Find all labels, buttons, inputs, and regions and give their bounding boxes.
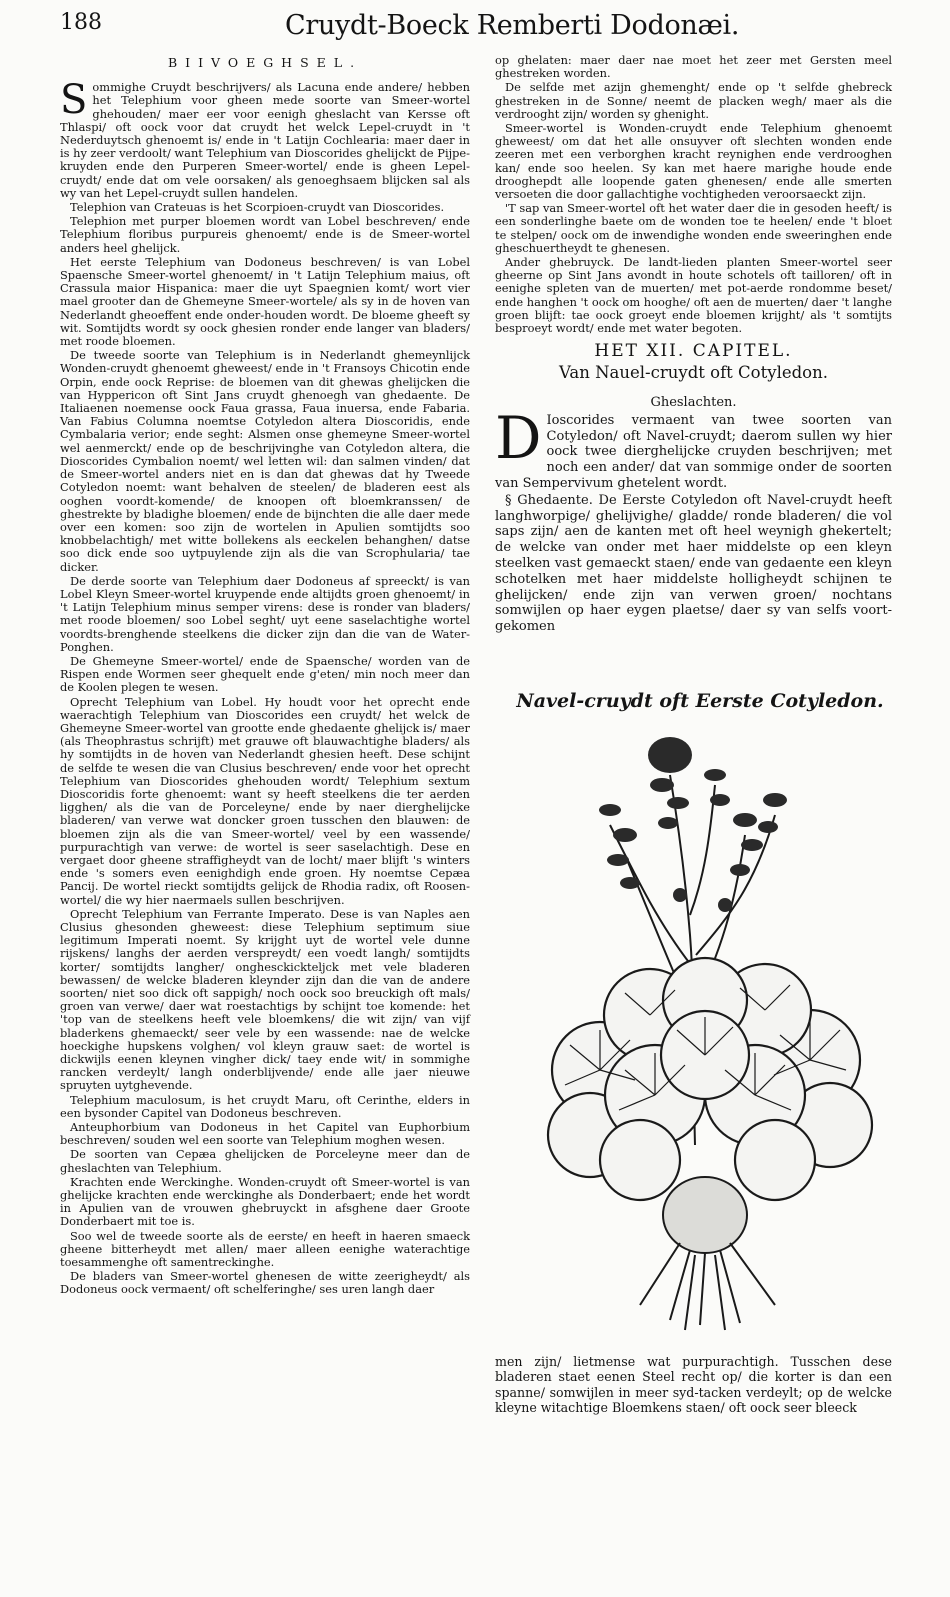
left-paragraph: Oprecht Telephium van Ferrante Imperato. Dese is van Naples aen Clusius ghesonden gheweest: diese Telephium septimum siue legitimum Imperati noemt. Sy krijght uyt de wortel vele dunne rijskens/ langhs der aerden verspreydt/ een voedt langh/ somtijdts korter/ somtijdts langher/ onghesckickteljck met vele bladeren bewassen/ de welcke bladeren kleynder zijn dan die van de andere soorten/ niet soo dick oft sappigh/ noch oock soo breuckigh oft mals/ groen van verwe/ daer wat roestachtigs by schijnt toe komende: het 'top van de steelkens heeft vele bloemkens/ die wit zijn/ van vijf bladerkens ghemaeckt/ seer vele by een wassende: nae de welcke hoeckighe hupskens volghen/ vol kleyn grauw saet: de wortel is dickwijls eenen kleynen vingher dick/ taey ende wit/ in sommighe rancken verdeylt/ langh onderblijvende/ ende alle jaer nieuwe spruyten uytghevende. (60, 906, 470, 1093)
right-paragraph: op ghelaten: maer daer nae moet het zeer met Gersten meel ghestreken worden. (495, 53, 892, 81)
left-paragraph: De Ghemeyne Smeer-wortel/ ende de Spaensche/ worden van de Rispen ende Wormen seer ghequelt ende g'eten/ min noch meer dan de Koolen plegen te wesen. (60, 653, 470, 695)
left-paragraph: Het eerste Telephium van Dodoneus beschreven/ is van Lobel Spaensche Smeer-wortel ghenoemt/ in 't Latijn Telephium maius, oft Crassula maior Hispanica: maer die uyt Spaegnien komt/ wort vier mael grooter dan de Ghemeyne Smeer-wortele/ als sy in de hoven van Nederlandt gheoeffent ende onder-houden wordt. De bloeme gheeft sy wit. Somtijdts wordt sy oock ghesien ronder ende langer van bladers/ met roode bloemen. (60, 254, 470, 349)
left-paragraph: De derde soorte van Telephium daer Dodoneus af spreeckt/ is van Lobel Kleyn Smeer-wortel kruypende ende altijdts groen ghenoemt/ in 't Latijn Telephium minus semper virens: dese is ronder van bladers/ met roode bloemen/ soo Lobel seght/ uyt eene saselachtighe wortel voordts-brenghende steelkens die dicker zijn dan die van de Water-Ponghen. (60, 573, 470, 654)
plant-icon (530, 715, 890, 1335)
ghedaente-paragraph: § Ghedaente. De Eerste Cotyledon oft Navel-cruydt heeft langhworpige/ ghelijvighe/ gladde/ ronde bladeren/ die vol saps zijn/ aen de kanten met oft heel weynigh ghekertelt; de welcke van onder met haer middelste op een kleyn steelken vast gemaeckt staen/ ende van gedaente een kleyn schotelken met haer middelste holligheydt schijnen te ghelijcken/ ende zijn van verwen groen/ nochtans somwijlen op haer eygen plaetse/ daer sy van selfs voort-gekomen (495, 492, 892, 635)
section-title: BIIVOEGHSEL. (167, 55, 363, 70)
chapter-subtitle: Van Nauel-cruydt oft Cotyledon. (559, 363, 828, 383)
right-paragraph: De selfde met azijn ghemenght/ ende op 't selfde ghebreck ghestreken in de Sonne/ neemt de placken wegh/ maer als die verdrooght zijn/ worden sy ghenight. (495, 80, 892, 121)
left-paragraph: Anteuphorbium van Dodoneus in het Capitel van Euphorbium beschreven/ souden wel een soorte van Telephium moghen wesen. (60, 1120, 470, 1148)
figure-caption: Navel-cruydt oft Eerste Cotyledon. (516, 690, 884, 712)
left-paragraph: De tweede soorte van Telephium is in Nederlandt ghemeynlijck Wonden-cruydt ghenoemt gheweest/ ende in 't Fransoys Chicotin ende Orpin, ende oock Reprise: de bloemen van dit ghewas ghelijcken die van Hyppericon oft Sint Jans cruydt ghenoegh van ghedaente. De Italiaenen noemense oock Faua grassa, Faua inuersa, ende Fabaria. Van Fabius Columna noemtse Cotyledon altera Dioscoridis, ende Cymbalaria verior; ende seght: Alsmen onse ghemeyne Smeer-wortel wel aenmerckt/ ende op de beschrijvinghe van Cotyledon altera, die Dioscorides Cymbalion noemt/ wel letten wil: dan salmen vinden/ dat de Smeer-wortel anders niet en is dan dat ghewas dat hy Tweede Cotyledon noemt: want behalven de steelen/ de bladeren eest als ooghen voordt-komende/ de knoopen oft bloemkranssen/ de ghestrekte by bladighe bloemen/ ende de bijnchten die alle daer mede over een komen: soo zijn de wortelen in Apulien somtijdts soo knobbelachtigh/ met witte bollekens als eeckelen behanghen/ datse soo dick ende soo uytpuylende zijn als die van Scrophularia/ tae dicker. (60, 348, 470, 574)
left-paragraph: Telephium maculosum, is het cruydt Maru, oft Cerinthe, elders in een bysonder Capitel van Dodoneus beschreven. (60, 1092, 470, 1120)
drop-initial: S (60, 77, 88, 124)
left-paragraph: De soorten van Cepæa ghelijcken de Porceleyne meer dan de gheslachten van Telephium. (60, 1147, 470, 1175)
left-paragraph: De bladers van Smeer-wortel ghenesen de witte zeerigheydt/ als Dodoneus oock vermaent/ oft schelferinghe/ ses uren langh daer (60, 1269, 470, 1297)
right-column (495, 54, 892, 636)
left-paragraph: Telephion met purper bloemen wordt van Lobel beschreven/ ende Telephium floribus purpureis ghenoemt/ ende is de Smeer-wortel anders heel ghelijck. (60, 214, 470, 255)
chapter-drop-initial: D (495, 403, 542, 472)
gheslachten-heading: Gheslachten. (650, 394, 737, 410)
left-column (60, 54, 470, 1298)
running-title: Cruydt-Boeck Remberti Dodonæi. (285, 10, 740, 41)
left-paragraph: Krachten ende Werckinghe. Wonden-cruydt oft Smeer-wortel is van ghelijcke krachten ende werckinghe als Donderbaert; ende het wordt in Apulien van de vrouwen ghebruyckt in afsghene daer Groote Donderbaert mit toe is. (60, 1174, 470, 1229)
left-paragraph: Soo wel de tweede soorte als de eerste/ en heeft in haeren smaeck gheene bitterheydt met allen/ maer alleen eenighe waterachtige toesammenghe oft samentreckinghe. (60, 1228, 470, 1270)
left-paragraph: Telephion van Crateuas is het Scorpioen-cruydt van Dioscorides. (70, 200, 445, 215)
right-paragraph: 'T sap van Smeer-wortel oft het water daer die in gesoden heeft/ is een sonderlinghe baete om de wonden toe te heelen/ ende 't bloet te stelpen/ oock om de inwendighe wonden ende sweeringhen ende gheschuertheydt te ghenesen. (495, 201, 892, 255)
navelwort-woodcut-illustration (530, 715, 890, 1335)
bottom-text: men zijn/ lietmense wat purpurachtigh. Tusschen dese bladeren staet eenen Steel recht op/ die korter is dan een spanne/ somwijlen in meer syd-tacken verdeylt; op de welcke kleyne witachtige Bloemkens staen/ oft oock seer bleeck (495, 1354, 892, 1416)
left-paragraph: Oprecht Telephium van Lobel. Hy houdt voor het oprecht ende waerachtigh Telephium van Dioscorides een cruydt/ het welck de Ghemeyne Smeer-wortel van grootte ende ghedaente ghelijck is/ maer (als Theophrastus schrijft) met grauwe oft blauwachtighe bladers/ als hy somtijdts in de hoven van Nederlandt ghesien heeft. Dese schijnt de selfde te wesen die van Clusius beschreven/ ende voor het oprecht Telephium van Dioscorides ghehouden wordt/ Telephium sextum Dioscoridis forte ghenoemt: want sy heeft steelkens die ter aerden ligghen/ als die van de Porceleyne/ ende by naer dierghelijcke bladeren/ van verwe wat doncker groen tusschen den blauwen: de bloemen zijn als die van Smeer-wortel/ veel by een wassende/ purpurachtigh van verwe: de wortel is seer saselachtigh. Dese en vergaet door gheene straffigheydt van de locht/ maer blijft 's winters ende 's somers even eenighdigh ende groen. Hy noemtse Cepæa Pancij. De wortel rieckt somtijdts gelijck de Rhodia radix, oft Roosen-wortel/ die wy hier naermaels sullen beschrijven. (60, 694, 470, 907)
chapter-lead: D Ioscorides vermaent van twee soorten van Cotyledon/ oft Navel-cruydt; daerom sullen wy hier oock twee dierghelijcke cruyden beschrijven; met noch een ander/ dat van sommige onder de soorten van Sempervivum ghetelent wordt. (495, 403, 892, 492)
page-number: 188 (60, 10, 102, 35)
left-paragraph: Sommighe Cruydt beschrijvers/ als Lacuna ende andere/ hebben het Telephium voor gheen mede soorte van Smeer-wortel ghehouden/ maer eer voor eenigh gheslacht van Kersse oft Thlaspi/ oft oock voor dat cruydt het welck Lepel-cruydt in 't Nederduytsch ghenoemt is/ ende in 't Latijn Cochlearia: maer daer in is hy zeer verdoolt/ want Telephium van Dioscorides ghelijckt de Pijpe-kruyden ende den Purperen Smeer-wortel/ ende is gheen Lepel-cruydt/ ende dat om vele oorsaken/ als genoeghsaem blijcken sal als wy van het Lepel-cruydt sullen handelen. (60, 77, 470, 200)
right-paragraph: Ander ghebruyck. De landt-lieden planten Smeer-wortel seer gheerne op Sint Jans avondt in houte schotels oft tailloren/ oft in eenighe spleten van de muerten/ met pot-aerde rondomme beset/ ende hanghen 't oock om hooghe/ oft aen de muerten/ daer 't langhe groen blijft: tae oock groeyt ende bloemen krijght/ als 't somtijts besproeyt wordt/ ende met water begoten. (495, 255, 892, 336)
chapter-title: HET XII. CAPITEL. (594, 341, 793, 362)
ghedaente-label: § Ghedaente. (505, 492, 593, 508)
right-paragraph: Smeer-wortel is Wonden-cruydt ende Telephium ghenoemt gheweest/ om dat het alle onsuyver oft slechten wonden ende zeeren met een verborghen kracht reynighen ende verdrooghen kan/ ende soo heelen. Sy kan met haere marighe houde ende drooghepdt alle loopende gaten ghenesen/ ende alle smerten versoeten die door gallachtighe vochtigheden veroorsaeckt zijn. (495, 121, 892, 202)
